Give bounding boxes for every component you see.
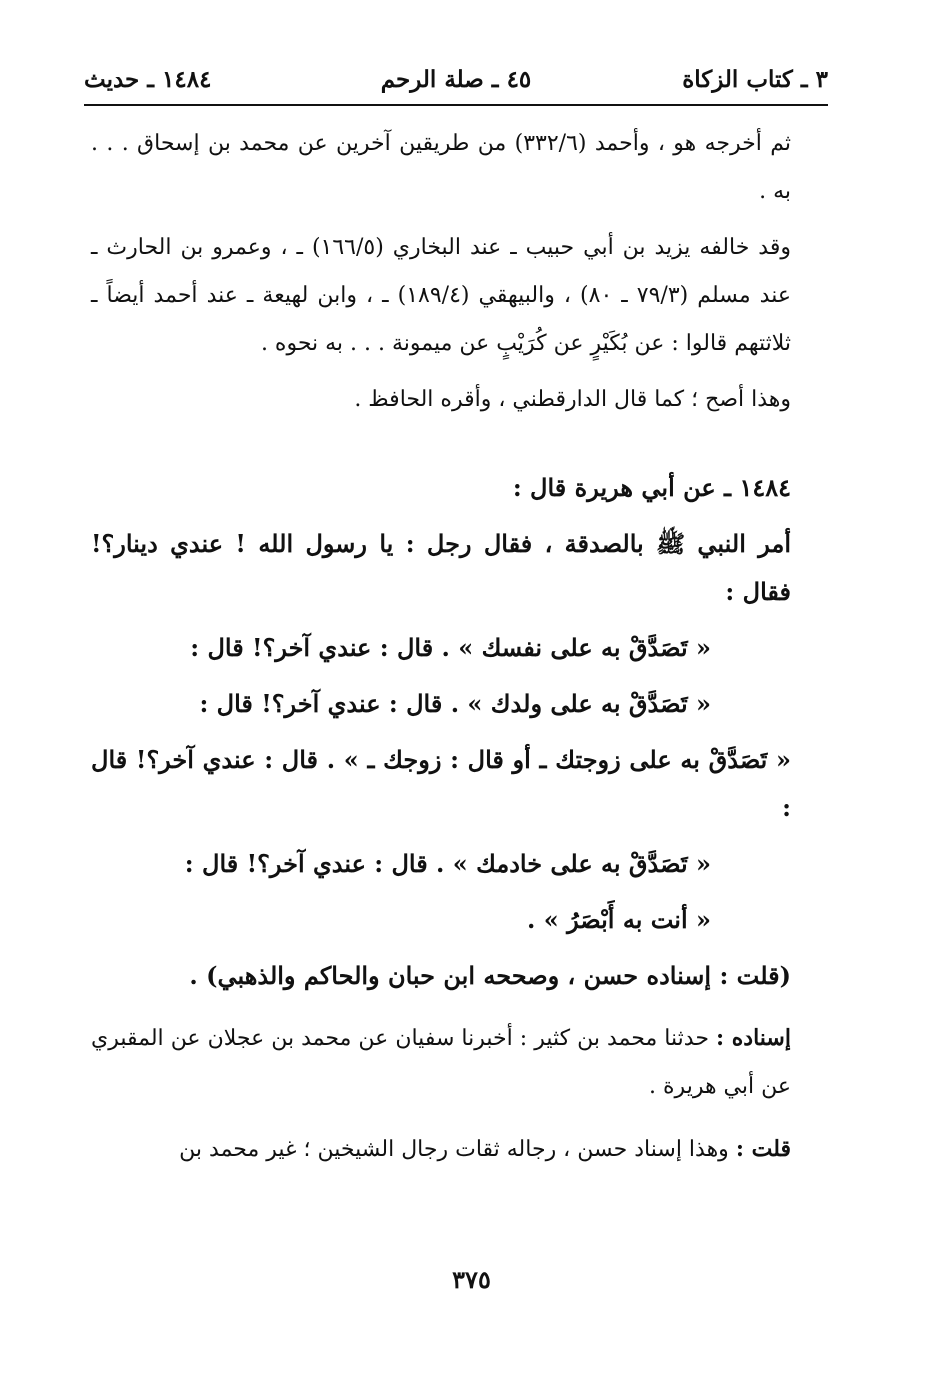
- hadith-text-2: « تَصَدَّقْ به على نفسك » . قال : عندي آخر؟! قال :: [190, 633, 711, 662]
- isnad-text: حدثنا محمد بن كثير : أخبرنا سفيان عن محمد بن عجلان عن المقبري عن أبي هريرة .: [91, 1026, 791, 1099]
- qult-paragraph: [91, 1125, 831, 1174]
- commentary-paragraph-2: وقد خالفه يزيد بن أبي حبيب ـ عند البخاري (١٦٦/٥) ـ ، وعمرو بن الحارث ـ عند مسلم (٧٩/٣ ـ ٨٠) ، والبيهقي (١٨٩/٤) ـ ، وابن لهيعة ـ عند أحمد أيضاً ـ ثلاثتهم قالوا : عن بُكَيْرٍ عن كُرَيْبٍ عن ميمونة . . . به نحوه .: [91, 235, 791, 356]
- hadith-text-1: أمر النبي ﷺ بالصدقة ، فقال رجل : يا رسول الله ! عندي دينار؟! فقال :: [91, 529, 791, 606]
- hadith-grading: (قلت : إسناده حسن ، وصححه ابن حبان والحاكم والذهبي) .: [189, 961, 791, 990]
- isnad-label: إسناده :: [715, 1025, 791, 1051]
- commentary-paragraph-1: ثم أخرجه هو ، وأحمد (٣٣٢/٦) من طريقين آخرين عن محمد بن إسحاق . . . به .: [91, 131, 791, 204]
- qult-label: قلت :: [735, 1136, 791, 1162]
- hadith-heading: ١٤٨٤ ـ عن أبي هريرة قال :: [512, 473, 791, 502]
- isnad-paragraph: [91, 1014, 831, 1111]
- header-chapter-title: ٤٥ ـ صلة الرحم: [380, 66, 532, 93]
- commentary-paragraph-3: وهذا أصح ؛ كما قال الدارقطني ، وأقره الحافظ .: [354, 387, 791, 412]
- header-book-title: ٣ ـ كتاب الزكاة: [682, 66, 828, 93]
- hadith-text-3: « تَصَدَّقْ به على ولدك » . قال : عندي آخر؟! قال :: [199, 689, 711, 718]
- hadith-text-4: « تَصَدَّقْ به على زوجتك ـ أو قال : زوجك ـ » . قال : عندي آخر؟! قال :: [91, 745, 791, 822]
- header-divider: [84, 104, 828, 106]
- page-body: [91, 120, 831, 1174]
- hadith-text-6: « أنت به أَبْصَرُ » .: [527, 905, 711, 934]
- qult-text: وهذا إسناد حسن ، رجاله ثقات رجال الشيخين ؛ غير محمد بن: [179, 1137, 729, 1162]
- hadith-text-5: « تَصَدَّقْ به على خادمك » . قال : عندي آخر؟! قال :: [184, 849, 711, 878]
- header-hadith-number: ١٤٨٤ ـ حديث: [84, 66, 212, 93]
- running-header: [84, 66, 828, 106]
- page-number: ٣٧٥: [452, 1265, 491, 1294]
